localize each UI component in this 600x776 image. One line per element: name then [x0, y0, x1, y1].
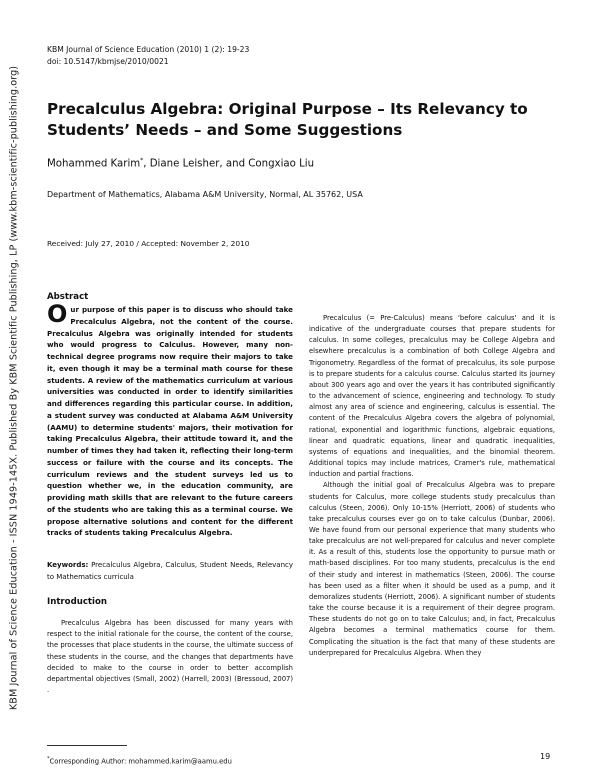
footnote-divider — [47, 745, 127, 746]
doi: doi: 10.5147/kbmjse/2010/0021 — [47, 56, 169, 66]
footnote-text: Corresponding Author: mohammed.karim@aamu.edu — [49, 757, 232, 766]
article-title: Precalculus Algebra: Original Purpose – Its Relevancy to Students’ Needs – and Some Suggestions — [47, 100, 528, 139]
journal-citation: KBM Journal of Science Education (2010) 1 (2): 19-23 — [47, 45, 250, 54]
footnote — [47, 756, 232, 765]
keywords-text: Precalculus Algebra, Calculus, Student Needs, Relevancy to Mathematics curricula — [47, 561, 293, 581]
keywords — [47, 560, 293, 583]
right-paragraph-1: Precalculus (= Pre-Calculus) means 'before calculus' and it is indicative of the undergraduate courses that prepare students for calculus. In some colleges, precalculus may be College Algebra and elsewhere precalculus is a combination of both College Algebra and Trigonometry. Regardless of the format of precalculus, its sole purpose is to prepare students for a calculus course. Calculus started its journey about 300 years ago and over the years it has contributed significantly to the advancement of science, engineering and technology. To study almost any area of science and engineering, calculus is essential. The content of the Precalculus Algebra covers the algebra of polynomial, rational, exponential and logarithmic functions, algebraic equations, linear and quadratic equations, linear and quadratic inequalities, systems of equations and inequalities, and the binomial theorem. Additional topics may include matrices, Cramer's rule, mathematical induction and partial fractions. — [309, 314, 555, 479]
author-primary: Mohammed Karim — [47, 158, 141, 170]
abstract-text: ur purpose of this paper is to discuss who should take Precalculus Algebra, not the content of the course. Precalculus Algebra was originally intended for students who would progress to Calculus. However, many non-technical degree programs now require their majors to take it, even though it may be a terminal math course for these students. A review of the mathematics curriculum at various universities was conducted in order to identify similarities and differences regarding this particular course. In addition, a student survey was conducted at Alabama A&M University (AAMU) to determine students' majors, their motivation for taking Precalculus Algebra, their attitude toward it, and the number of times they had taken it, reflecting their long-term success or failure with the course and its concepts. The curriculum reviews and the student surveys led us to question whether we, in the education community, are providing math skills that are relevant to the future careers of the students who are taking this as a terminal course. We propose alternative solutions and content for the different tracks of students taking Precalculus Algebra. — [47, 305, 293, 538]
abstract-heading: Abstract — [47, 292, 89, 302]
received-dates: Received: July 27, 2010 / Accepted: November 2, 2010 — [47, 239, 250, 248]
author-mark: * — [140, 157, 144, 164]
journal-header — [47, 44, 249, 67]
right-column — [309, 313, 555, 659]
sidebar-text: KBM Journal of Science Education - ISSN 1949-145X. Published By KBM Scientific Publishing, LP (www.kbm-scientific-publishing.org) — [8, 65, 20, 711]
abstract-body — [47, 300, 293, 539]
authors — [47, 157, 314, 169]
introduction-body: Precalculus Algebra has been discussed for many years with respect to the initial rationale for the course, the content of the course, the processes that place students in the course, the ultimate success of these students in the course, and the changes that departments have decided to make to the course in order to better accomplish departmental objectives (Small, 2002) (Harrell, 2003) (Bressoud, 2007) . — [47, 619, 293, 695]
keywords-label: Keywords: — [47, 561, 89, 569]
affiliation: Department of Mathematics, Alabama A&M University, Normal, AL 35762, USA — [47, 190, 363, 199]
authors-rest: , Diane Leisher, and Congxiao Liu — [143, 158, 315, 170]
page-number: 19 — [540, 752, 551, 761]
drop-cap: O — [47, 300, 68, 328]
introduction-heading: Introduction — [47, 597, 108, 607]
right-paragraph-2: Although the initial goal of Precalculus Algebra was to prepare students for Calculus, more college students study precalculus than calculus (Steen, 2006). Only 10-15% (Herriott, 2006) of students who take precalculus courses ever go on to take calculus (Dunbar, 2006). We have found from our personal experience that many students who take precalculus are not well-prepared for calculus and never complete it. As a result of this, students lose the opportunity to pursue math or math-based disciplines. For too many students, precalculus is the end of their study and interest in mathematics (Steen, 2006). The course has been used as a filter when it should be used as a pump, and it demoralizes students (Herriott, 2006). A significant number of students take the course because it is a requirement of their degree program. These students do not go on to take Calculus; and, in fact, Precalculus Algebra becomes a terminal mathematics course for them. Complicating the situation is the fact that many of these students are underprepared for Precalculus Algebra. When they — [309, 481, 555, 657]
footnote-mark: * — [47, 756, 50, 762]
